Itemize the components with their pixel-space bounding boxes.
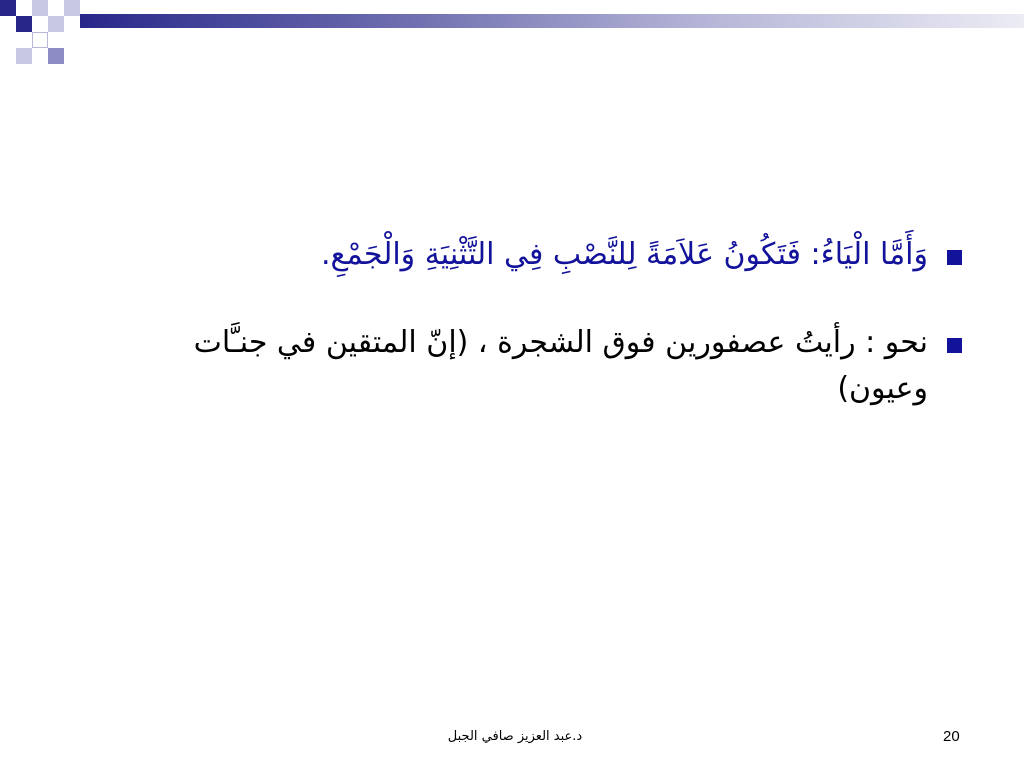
deco-square [48, 16, 64, 32]
deco-square [16, 48, 32, 64]
deco-square [48, 48, 64, 64]
square-bullet-icon [947, 338, 962, 353]
deco-square [16, 16, 32, 32]
page-number: 20 [943, 728, 960, 745]
deco-square [32, 32, 48, 48]
bullet-text: نحو : رأيتُ عصفورين فوق الشجرة ، (إنّ المتقين في جنـَّات وعيون) [193, 325, 928, 406]
slide-body [122, 232, 962, 454]
deco-square [32, 0, 48, 16]
corner-decoration [0, 0, 80, 64]
square-bullet-icon [947, 250, 962, 265]
bullet-text: وَأَمَّا الْيَاءُ: فَتَكُونُ عَلاَمَةً لِلنَّصْبِ فِي التَّثْنِيَةِ وَالْجَمْعِ. [320, 237, 928, 272]
footer-author: د.عبد العزيز صافي الجبل [447, 729, 583, 744]
header-gradient-band [80, 14, 1024, 28]
bullet-item [122, 232, 962, 278]
deco-square [64, 0, 80, 16]
bullet-item [122, 320, 962, 412]
deco-square [0, 0, 16, 16]
